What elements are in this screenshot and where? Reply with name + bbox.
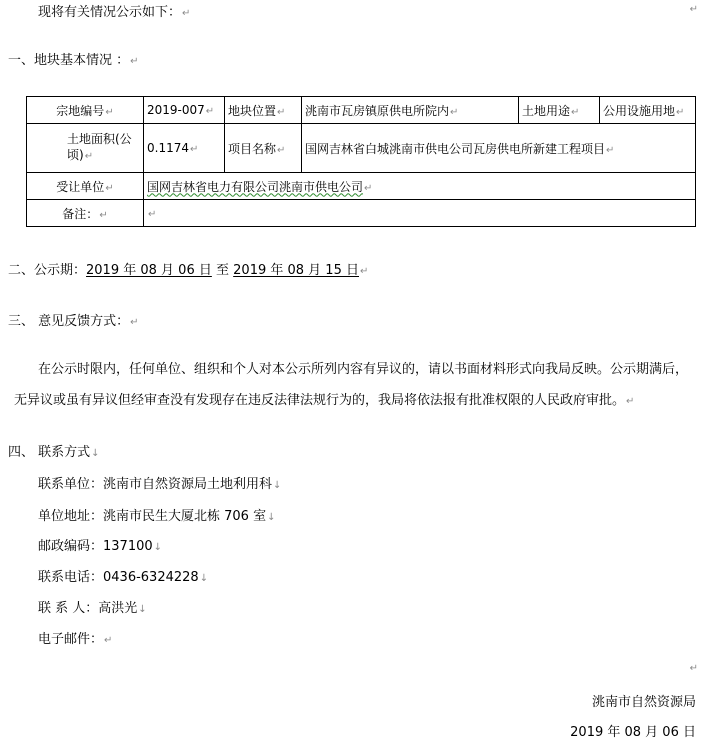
section1-heading	[8, 52, 139, 71]
contact-person: 联 系 人：高洪光↓	[38, 601, 147, 616]
paragraph-mark-icon: ↵	[360, 266, 369, 277]
paragraph-mark-icon: ↵	[182, 8, 191, 19]
location-cell: 洮南市瓦房镇原供电所院内↵	[302, 97, 519, 124]
paragraph-mark-icon: ↵	[689, 4, 698, 15]
section4-heading	[8, 444, 100, 463]
line-break-icon: ↓	[273, 480, 282, 491]
signature-org: 洮南市自然资源局	[591, 695, 696, 710]
publicity-end-date: 2019 年 08 月 15 日	[233, 263, 359, 278]
contact-address: 单位地址：洮南市民生大厦北栋 706 室↓	[38, 509, 276, 524]
paragraph-mark-icon: ↵	[130, 317, 139, 328]
line-break-icon: ↓	[138, 604, 147, 615]
section3-heading-text: 三、 意见反馈方式：	[8, 314, 130, 329]
section4-heading-text: 四、 联系方式	[8, 445, 91, 460]
contact-email: 电子邮件：↵	[38, 632, 113, 647]
transferee-cell: 国网吉林省电力有限公司洮南市供电公司↵	[144, 173, 696, 200]
section3-body	[14, 354, 698, 417]
table-row	[27, 124, 696, 173]
use-cell: 公用设施用地↵	[600, 97, 696, 124]
signature-date: 2019 年 08 月 06 日	[570, 725, 696, 740]
intro-line	[38, 4, 190, 23]
section2-heading: 二、公示期：	[8, 263, 87, 278]
line-break-icon: ↓	[267, 512, 276, 523]
land-info-table	[26, 96, 696, 227]
section3-heading	[8, 313, 139, 332]
location-label-cell: 地块位置↵	[225, 97, 302, 124]
transferee-label-cell: 受让单位↵	[27, 173, 144, 200]
contact-unit: 联系单位：洮南市自然资源局土地利用科↓	[38, 477, 282, 492]
remarks-cell: ↵	[144, 200, 696, 227]
table-row	[27, 97, 696, 124]
paragraph-mark-icon: ↵	[626, 396, 635, 407]
line-break-icon: ↓	[91, 448, 100, 459]
date-range-separator: 至	[216, 263, 230, 278]
contact-phone: 联系电话：0436-6324228↓	[38, 570, 209, 585]
paragraph-mark-icon: ↵	[130, 56, 139, 67]
table-row	[27, 200, 696, 227]
remarks-label-cell: 备注：↵	[27, 200, 144, 227]
section1-heading-text: 一、地块基本情况 ：	[8, 53, 130, 68]
use-label-cell: 土地用途↵	[519, 97, 600, 124]
area-label-cell: 土地面积(公顷)↵	[27, 124, 144, 173]
plot-code-cell: 2019-007↵	[144, 97, 225, 124]
paragraph-mark-icon: ↵	[104, 635, 113, 646]
intro-text: 现将有关情况公示如下：	[38, 5, 182, 20]
plot-code-label-cell: 宗地编号↵	[27, 97, 144, 124]
area-cell: 0.1174↵	[144, 124, 225, 173]
project-label-cell: 项目名称↵	[225, 124, 302, 173]
table-row	[27, 173, 696, 200]
section3-body-text: 在公示时限内，任何单位、组织和个人对本公示所列内容有异议的，请以书面材料形式向我局反映。公示期满后，无异议或虽有异议但经审查没有发现存在违反法律法规行为的，我局将依法报有批准权限的人民政府审批。	[14, 362, 689, 408]
publicity-start-date: 2019 年 08 月 06 日	[86, 263, 212, 278]
line-break-icon: ↓	[153, 542, 163, 553]
section2-line	[8, 262, 368, 281]
line-break-icon: ↓	[199, 573, 209, 584]
paragraph-mark-icon: ↵	[689, 663, 698, 674]
project-cell: 国网吉林省白城洮南市供电公司瓦房供电所新建工程项目↵	[302, 124, 696, 173]
contact-postcode: 邮政编码：137100↓	[38, 539, 163, 554]
